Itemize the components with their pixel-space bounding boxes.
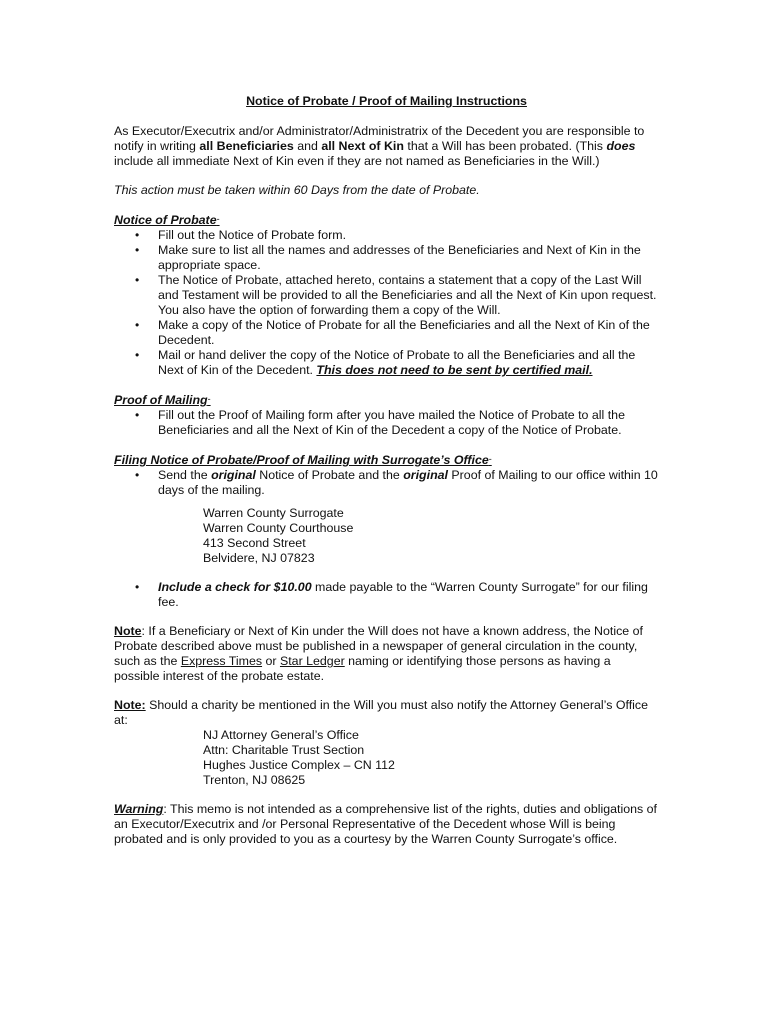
list-item-text: Make sure to list all the names and addresses of the Beneficiaries and Next of Kin in the appropriate space. [158,243,641,272]
address-line: 413 Second Street [203,536,306,550]
list-item-text: Make a copy of the Notice of Probate for all the Beneficiaries and all the Next of Kin of the Decedent. [158,318,650,347]
attorney-general-address [114,728,659,788]
notice-of-probate-heading: Notice of Probate [114,213,217,227]
address-line: Hughes Justice Complex – CN 112 [203,758,395,772]
proof-of-mailing-list [114,408,659,438]
bullet-icon: • [135,243,140,257]
warning-text: : This memo is not intended as a comprehensive list of the rights, duties and obligations of an Executor/Executrix and /or Personal Representative of the Decedent whose Will is being probated and is only provided to you as a courtesy by the Warren County Surrogate’s office. [114,802,657,846]
filing-heading: Filing Notice of Probate/Proof of Mailing with Surrogate’s Office [114,453,489,467]
note-text: : If a Beneficiary or Next of Kin under the Will does not have a known address, the Notice of Probate described above must be published in a newspaper of general circulation in the county, such as the [114,624,643,668]
deadline-statement: This action must be taken within 60 Days from the date of Probate. [114,183,480,197]
intro-text-3: that a Will has been probated. (This [403,139,607,153]
intro-all-beneficiaries: all Beneficiaries [199,139,294,153]
heading-trail: - [207,394,211,404]
filing-section [114,452,659,610]
list-item-text: Fill out the Notice of Probate form. [158,228,347,242]
document-body [114,94,659,861]
intro-all-next-of-kin: all Next of Kin [321,139,404,153]
intro-text-4: include all immediate Next of Kin even if they are not named as Beneficiaries in the Will.) [114,154,600,168]
address-line: Trenton, NJ 08625 [203,773,306,787]
proof-of-mailing-heading-line [114,392,659,408]
warning-paragraph [114,802,659,847]
document-title: Notice of Probate / Proof of Mailing Instructions [246,94,527,108]
filing-list-2 [114,580,659,610]
list-item [114,580,659,610]
original-emphasis: original [211,468,256,482]
list-item-text: Send the [158,468,212,482]
star-ledger: Star Ledger [279,654,345,668]
list-item [114,348,659,378]
list-item [114,318,659,348]
express-times: Express Times [180,654,263,668]
intro-does: does [606,139,636,153]
warning-label: Warning [114,802,164,816]
heading-trail: - [216,214,220,224]
address-line: Belvidere, NJ 07823 [203,551,315,565]
intro-paragraph [114,124,659,169]
list-item-text: The Notice of Probate, attached hereto, contains a statement that a copy of the Last Will and Testament will be provided to all the Beneficiaries and all the Next of Kin upon request. You also have the option of forwarding them a copy of the Will. [158,273,657,317]
list-item [114,243,659,273]
address-line: Warren County Courthouse [203,521,354,535]
list-item-text: Mail or hand deliver the copy of the Notice of Probate to all the Beneficiaries and all the Next of Kin of the Decedent. [158,348,636,377]
intro-text-1: As Executor/Executrix and/or Administrator/Administratrix of the Decedent you are responsible to notify in writing [114,124,645,153]
note-text: Should a charity be mentioned in the Will you must also notify the Attorney General’s Office at: [114,698,648,727]
list-item [114,228,659,243]
intro-text-2: and [293,139,322,153]
bullet-icon: • [135,348,140,362]
bullet-icon: • [135,318,140,332]
list-item-text: Notice of Probate and the [255,468,404,482]
list-item [114,408,659,438]
note-unknown-address [114,624,659,684]
address-line: NJ Attorney General’s Office [203,728,359,742]
original-emphasis: original [403,468,448,482]
list-item [114,273,659,318]
notice-of-probate-section [114,212,659,378]
note-text: or [262,654,280,668]
address-line: Attn: Charitable Trust Section [203,743,365,757]
list-item [114,468,659,498]
notice-of-probate-heading-line [114,212,659,228]
certified-mail-note: This does not need to be sent by certified mail. [316,363,593,377]
bullet-icon: • [135,468,140,482]
notice-of-probate-list [114,228,659,378]
list-item-text: made payable to the “Warren County Surrogate” for our filing fee. [158,580,648,609]
bullet-icon: • [135,273,140,287]
proof-of-mailing-heading: Proof of Mailing [114,393,208,407]
filing-fee-emphasis: Include a check for $10.00 [158,580,312,594]
note-text: naming or identifying those persons as having a possible interest of the probate estate. [114,654,611,683]
list-item-text: Proof of Mailing to our office within 10 days of the mailing. [158,468,658,497]
list-item-text: Fill out the Proof of Mailing form after you have mailed the Notice of Probate to all the Beneficiaries and all the Next of Kin of the Decedent a copy of the Notice of Probate. [158,408,625,437]
proof-of-mailing-section [114,392,659,438]
address-line: Warren County Surrogate [203,506,344,520]
surrogate-address [114,506,659,566]
heading-trail: - [488,454,492,464]
bullet-icon: • [135,580,140,594]
note-label: Note: [114,698,146,712]
note-label: Note [114,624,142,638]
bullet-icon: • [135,228,140,242]
bullet-icon: • [135,408,140,422]
filing-heading-line [114,452,659,468]
note-charity [114,698,659,728]
filing-list-1 [114,468,659,498]
